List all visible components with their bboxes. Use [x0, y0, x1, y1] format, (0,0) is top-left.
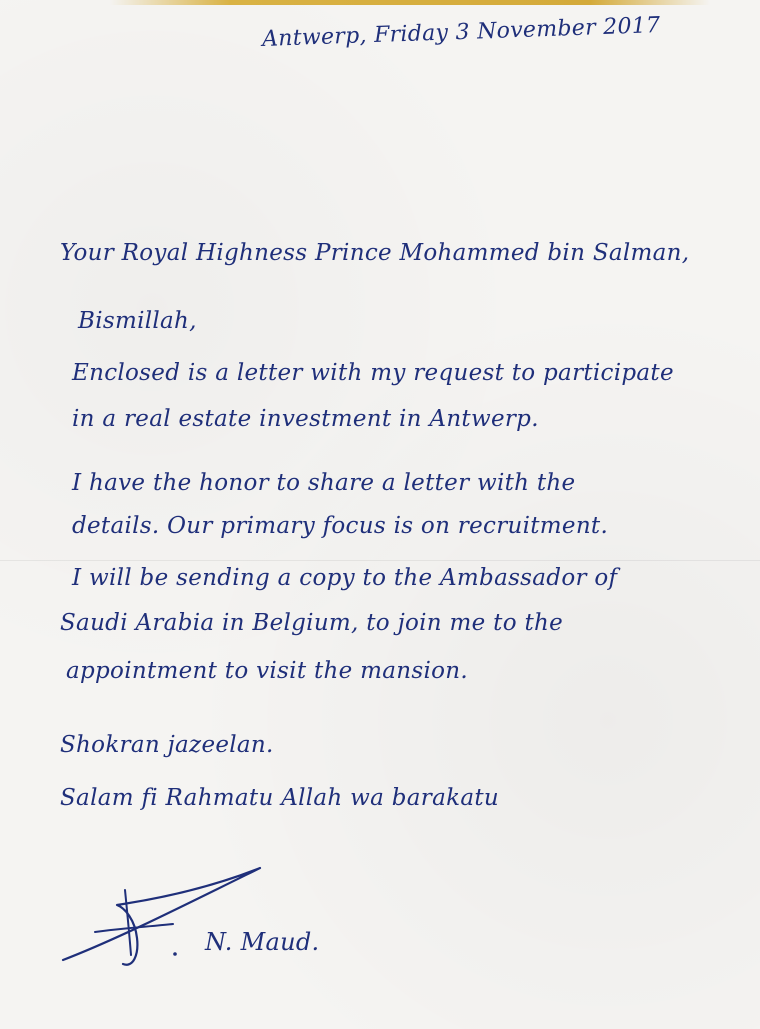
letter-opening: Bismillah,	[78, 308, 197, 334]
paper-top-edge	[110, 0, 710, 5]
signature-name: N. Maud.	[205, 928, 320, 956]
paper-fold-line	[0, 560, 760, 561]
body-line-3: I have the honor to share a letter with the	[72, 470, 576, 496]
letter-dateline: Antwerp, Friday 3 November 2017	[261, 13, 661, 52]
body-line-4: details. Our primary focus is on recruitment.	[72, 513, 609, 539]
body-line-7: appointment to visit the mansion.	[66, 658, 469, 684]
letter-salutation: Your Royal Highness Prince Mohammed bin Salman,	[60, 240, 690, 266]
body-line-1: Enclosed is a letter with my request to participate	[72, 360, 674, 386]
closing-line-1: Shokran jazeelan.	[60, 732, 274, 758]
body-line-5: I will be sending a copy to the Ambassador of	[72, 565, 618, 591]
body-line-2: in a real estate investment in Antwerp.	[72, 406, 539, 432]
handwritten-signature-icon	[55, 860, 285, 980]
closing-line-2: Salam fi Rahmatu Allah wa barakatu	[60, 785, 500, 811]
body-line-6: Saudi Arabia in Belgium, to join me to the	[60, 610, 564, 636]
